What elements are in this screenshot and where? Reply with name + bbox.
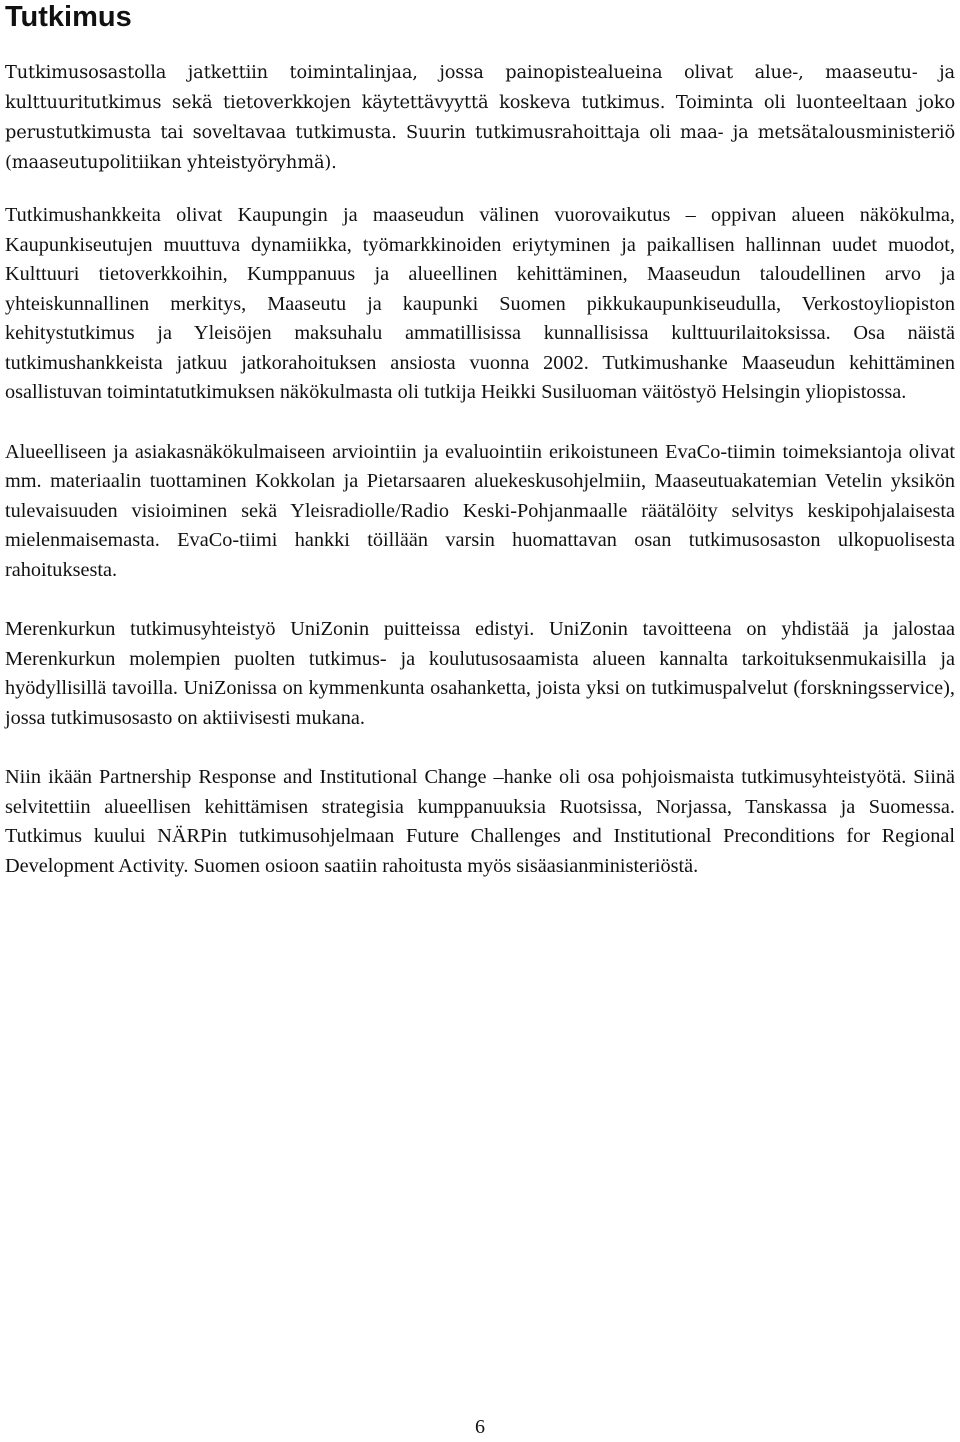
page-number: 6 (475, 1416, 485, 1438)
paragraph-research-projects: Tutkimushankkeita olivat Kaupungin ja maaseudun välinen vuorovaikutus – oppivan alueen näkökulma, Kaupunkiseutujen muuttuva dynamiikka, työmarkkinoiden eriytyminen ja paikallisen hallinnan uudet muodot, Kulttuuri tietoverkkoihin, Kumppanuus ja alueellinen kehittäminen, Maaseudun taloudellinen arvo ja yhteiskunnallinen merkitys, Maaseutu ja kaupunki Suomen pikkukaupunkiseudulla, Verkostoyliopiston kehitystutkimus ja Yleisöjen maksuhalu ammatillisissa kunnallisissa kulttuurilaitoksissa. Osa näistä tutkimushankkeista jatkuu jatkorahoituksen ansiosta vuonna 2002. Tutkimushanke Maaseudun kehittäminen osallistuvan toimintatutkimuksen näkökulmasta oli tutkija Heikki Susiluoman väitöstyö Helsingin yliopistossa. (5, 204, 955, 403)
paragraph-research-focus: Tutkimusosastolla jatkettiin toimintalinjaa, jossa painopistealueina olivat alue-, maaseutu- ja kulttuuritutkimus sekä tietoverkkojen käytettävyyttä koskeva tutkimus. Toiminta oli luonteeltaan joko perustutkimusta tai soveltavaa tutkimusta. Suurin tutkimusrahoittaja oli maa- ja metsätalousministeriö (maaseutupolitiikan yhteistyöryhmä). (5, 62, 955, 173)
paragraph-nordic-partnership: Niin ikään Partnership Response and Institutional Change –hanke oli osa pohjoismaista tutkimusyhteistyötä. Siinä selvitettiin alueellisen kehittämisen strategisia kumppanuuksia Ruotsissa, Norjassa, Tanskassa ja Suomessa. Tutkimus kuului NÄRPin tutkimusohjelmaan Future Challenges and Institutional Preconditions for Regional Development Activity. Suomen osioon saatiin rahoitusta myös sisäasianministeriöstä. (5, 766, 955, 877)
paragraph-evaco-team: Alueelliseen ja asiakasnäkökulmaiseen arviointiin ja evaluointiin erikoistuneen EvaCo-tiimin toimeksiantoja olivat mm. materiaalin tuottaminen Kokkolan ja Pietarsaaren aluekeskusohjelmiin, Maaseutuakatemian Vetelin yksikön tulevaisuuden visioiminen sekä Yleisradiolle/Radio Keski-Pohjanmaalle räätälöity selvitys keskipohjalaisesta mielenmaisemasta. EvaCo-tiimi hankki töillään varsin huomattavan osan tutkimusosaston ulkopuolisesta rahoituksesta. (5, 440, 955, 581)
paragraph-unizon-cooperation: Merenkurkun tutkimusyhteistyö UniZonin puitteissa edistyi. UniZonin tavoitteena on yhdistää ja jalostaa Merenkurkun molempien puolten tutkimus- ja koulutusosaamista alueen kannalta tarkoituksenmukaisilla ja hyödyllisillä tavoilla. UniZonissa on kymmenkunta osahanketta, joista yksi on tutkimuspalvelut (forskningsservice), jossa tutkimusosasto on aktiivisesti mukana. (5, 618, 955, 729)
page-title: Tutkimus (5, 1, 132, 33)
